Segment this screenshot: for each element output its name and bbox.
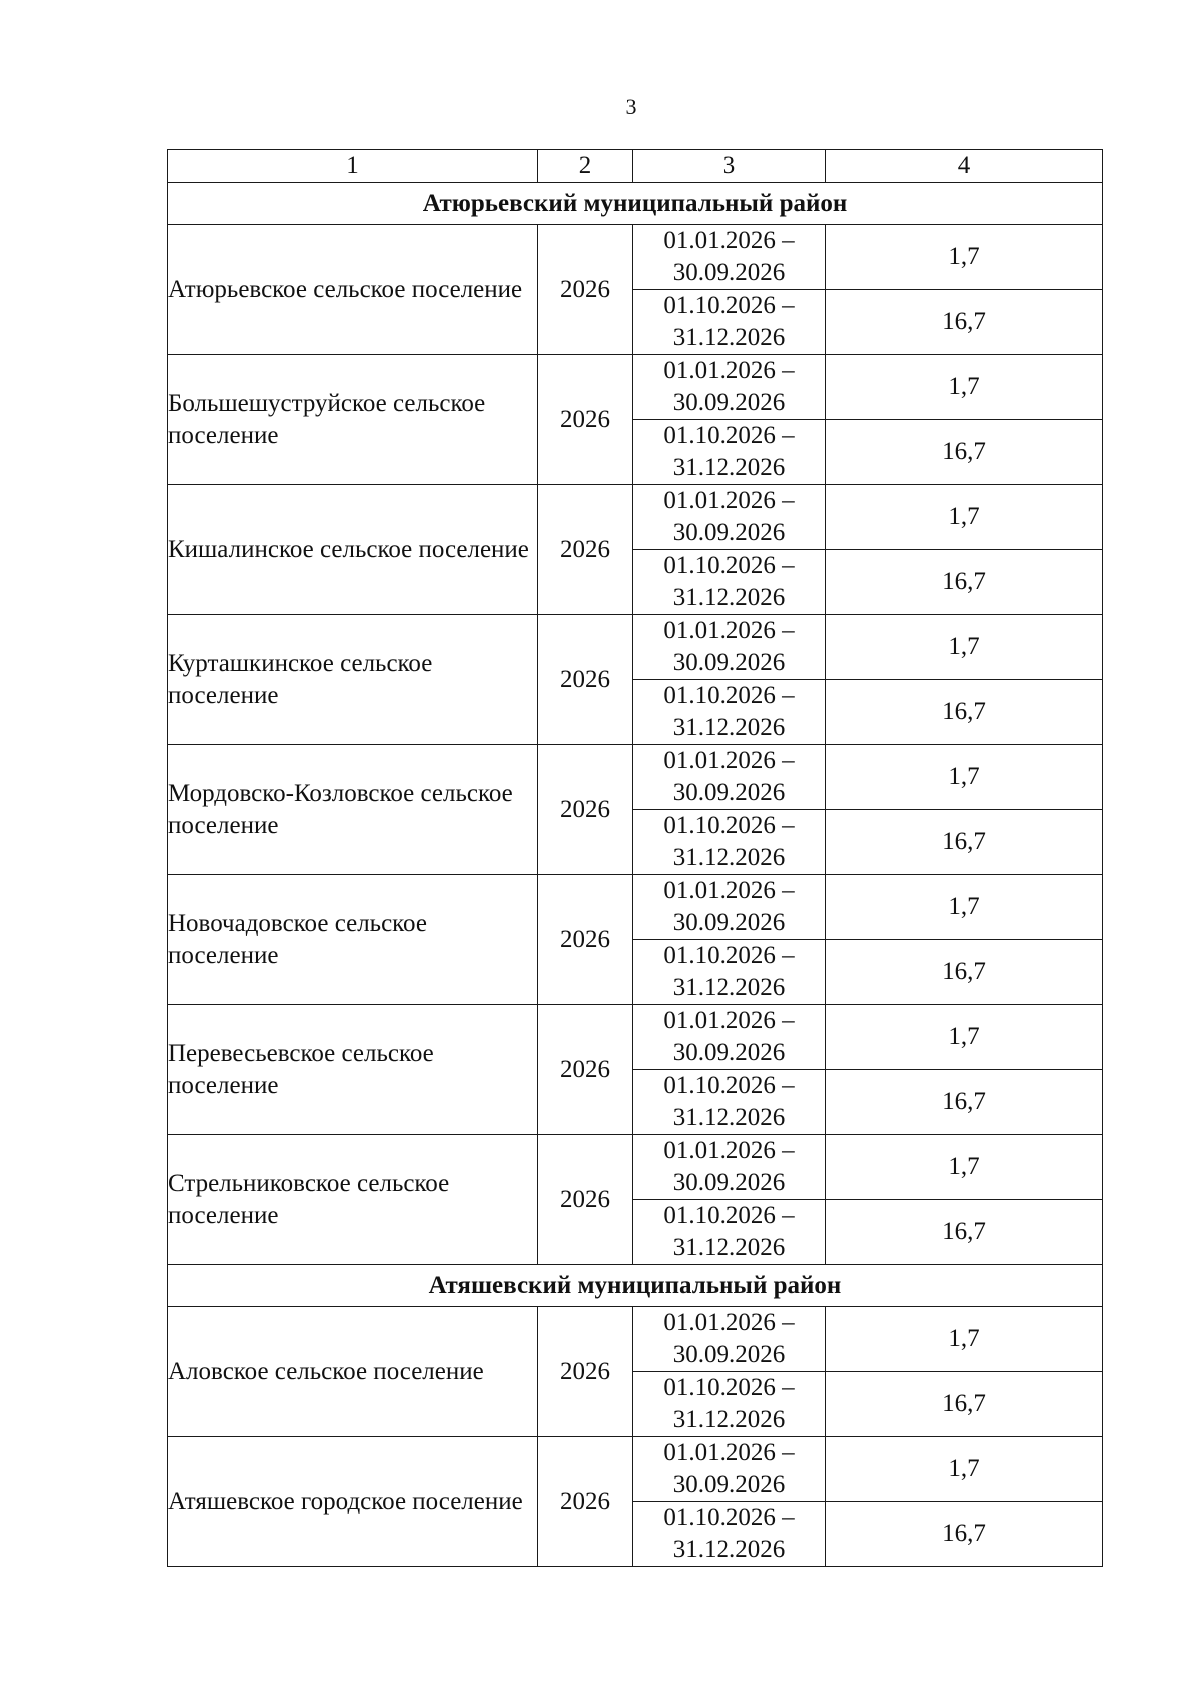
rate-cell: 16,7 — [826, 1372, 1103, 1437]
year-cell: 2026 — [538, 615, 633, 745]
rate-cell: 16,7 — [826, 550, 1103, 615]
period-end: 31.12.2026 — [672, 1406, 786, 1433]
rate-cell: 1,7 — [826, 485, 1103, 550]
table-row — [168, 225, 1103, 290]
settlement-name: Курташкинское сельское поселение — [168, 615, 538, 745]
period-start: 01.10.2026 – — [663, 682, 795, 709]
column-header-3: 3 — [633, 150, 826, 183]
period-end: 31.12.2026 — [672, 454, 786, 481]
table-row — [168, 485, 1103, 550]
table-row — [168, 1437, 1103, 1502]
period-cell — [633, 1307, 826, 1372]
year-cell: 2026 — [538, 1307, 633, 1437]
table-row — [168, 1005, 1103, 1070]
period-end: 31.12.2026 — [672, 1104, 786, 1131]
period-cell — [633, 1502, 826, 1567]
table-row — [168, 1307, 1103, 1372]
settlement-name: Аловское сельское поселение — [168, 1307, 538, 1437]
period-end: 31.12.2026 — [672, 974, 786, 1001]
district-row — [168, 183, 1103, 225]
period-start: 01.01.2026 – — [663, 1137, 795, 1164]
rate-cell: 16,7 — [826, 940, 1103, 1005]
period-cell — [633, 810, 826, 875]
rate-cell: 16,7 — [826, 1200, 1103, 1265]
period-cell — [633, 485, 826, 550]
table-body — [168, 150, 1103, 1567]
column-header-4: 4 — [826, 150, 1103, 183]
period-cell — [633, 615, 826, 680]
rate-cell: 16,7 — [826, 810, 1103, 875]
period-start: 01.01.2026 – — [663, 877, 795, 904]
period-end: 30.09.2026 — [672, 909, 786, 936]
period-end: 30.09.2026 — [672, 1169, 786, 1196]
period-end: 31.12.2026 — [672, 844, 786, 871]
period-start: 01.10.2026 – — [663, 1504, 795, 1531]
period-end: 30.09.2026 — [672, 389, 786, 416]
year-cell: 2026 — [538, 355, 633, 485]
settlement-name: Мордовско-Козловское сельское поселение — [168, 745, 538, 875]
period-end: 30.09.2026 — [672, 1471, 786, 1498]
rate-cell: 1,7 — [826, 1005, 1103, 1070]
year-cell: 2026 — [538, 745, 633, 875]
rate-cell: 1,7 — [826, 615, 1103, 680]
year-cell: 2026 — [538, 1135, 633, 1265]
period-cell — [633, 1437, 826, 1502]
period-cell — [633, 680, 826, 745]
rate-cell: 1,7 — [826, 1307, 1103, 1372]
period-start: 01.10.2026 – — [663, 1374, 795, 1401]
year-cell: 2026 — [538, 225, 633, 355]
rate-cell: 1,7 — [826, 225, 1103, 290]
table-row — [168, 745, 1103, 810]
period-cell — [633, 355, 826, 420]
page-number: 3 — [625, 94, 637, 119]
period-start: 01.01.2026 – — [663, 1007, 795, 1034]
period-cell — [633, 745, 826, 810]
district-row — [168, 1265, 1103, 1307]
period-start: 01.10.2026 – — [663, 1202, 795, 1229]
period-end: 31.12.2026 — [672, 584, 786, 611]
period-cell — [633, 550, 826, 615]
settlement-name: Атяшевское городское поселение — [168, 1437, 538, 1567]
period-cell — [633, 940, 826, 1005]
year-cell: 2026 — [538, 485, 633, 615]
rate-cell: 16,7 — [826, 680, 1103, 745]
table-row — [168, 875, 1103, 940]
rate-cell: 1,7 — [826, 745, 1103, 810]
settlement-name: Большешуструйское сельское поселение — [168, 355, 538, 485]
period-start: 01.01.2026 – — [663, 227, 795, 254]
rate-cell: 16,7 — [826, 420, 1103, 485]
year-cell: 2026 — [538, 1437, 633, 1567]
period-cell — [633, 1070, 826, 1135]
period-end: 30.09.2026 — [672, 519, 786, 546]
table-row — [168, 1135, 1103, 1200]
period-cell — [633, 1005, 826, 1070]
rate-cell: 16,7 — [826, 1070, 1103, 1135]
period-start: 01.01.2026 – — [663, 617, 795, 644]
period-start: 01.01.2026 – — [663, 747, 795, 774]
rate-cell: 1,7 — [826, 875, 1103, 940]
period-cell — [633, 1200, 826, 1265]
period-cell — [633, 290, 826, 355]
period-end: 30.09.2026 — [672, 779, 786, 806]
period-cell — [633, 1135, 826, 1200]
period-start: 01.01.2026 – — [663, 1309, 795, 1336]
period-start: 01.10.2026 – — [663, 1072, 795, 1099]
settlement-name: Новочадовское сельское поселение — [168, 875, 538, 1005]
period-end: 30.09.2026 — [672, 259, 786, 286]
rate-cell: 1,7 — [826, 1135, 1103, 1200]
period-end: 30.09.2026 — [672, 649, 786, 676]
period-end: 30.09.2026 — [672, 1039, 786, 1066]
column-header-2: 2 — [538, 150, 633, 183]
period-start: 01.01.2026 – — [663, 357, 795, 384]
period-end: 31.12.2026 — [672, 324, 786, 351]
rate-cell: 1,7 — [826, 1437, 1103, 1502]
period-start: 01.10.2026 – — [663, 552, 795, 579]
settlement-name: Кишалинское сельское поселение — [168, 485, 538, 615]
district-heading: Атюрьевский муниципальный район — [168, 183, 1103, 225]
period-end: 31.12.2026 — [672, 1234, 786, 1261]
settlement-name: Атюрьевское сельское поселение — [168, 225, 538, 355]
period-start: 01.10.2026 – — [663, 942, 795, 969]
period-start: 01.10.2026 – — [663, 292, 795, 319]
period-start: 01.01.2026 – — [663, 1439, 795, 1466]
settlement-name: Стрельниковское сельское поселение — [168, 1135, 538, 1265]
period-start: 01.10.2026 – — [663, 422, 795, 449]
table-row — [168, 615, 1103, 680]
period-cell — [633, 1372, 826, 1437]
period-start: 01.10.2026 – — [663, 812, 795, 839]
period-cell — [633, 225, 826, 290]
rate-cell: 16,7 — [826, 1502, 1103, 1567]
period-cell — [633, 420, 826, 485]
year-cell: 2026 — [538, 875, 633, 1005]
period-end: 31.12.2026 — [672, 714, 786, 741]
rates-table — [167, 149, 1103, 1567]
district-heading: Атяшевский муниципальный район — [168, 1265, 1103, 1307]
rate-cell: 16,7 — [826, 290, 1103, 355]
table-row — [168, 355, 1103, 420]
column-number-row — [168, 150, 1103, 183]
rate-cell: 1,7 — [826, 355, 1103, 420]
column-header-1: 1 — [168, 150, 538, 183]
year-cell: 2026 — [538, 1005, 633, 1135]
settlement-name: Перевесьевское сельское поселение — [168, 1005, 538, 1135]
period-start: 01.01.2026 – — [663, 487, 795, 514]
period-end: 31.12.2026 — [672, 1536, 786, 1563]
period-cell — [633, 875, 826, 940]
period-end: 30.09.2026 — [672, 1341, 786, 1368]
